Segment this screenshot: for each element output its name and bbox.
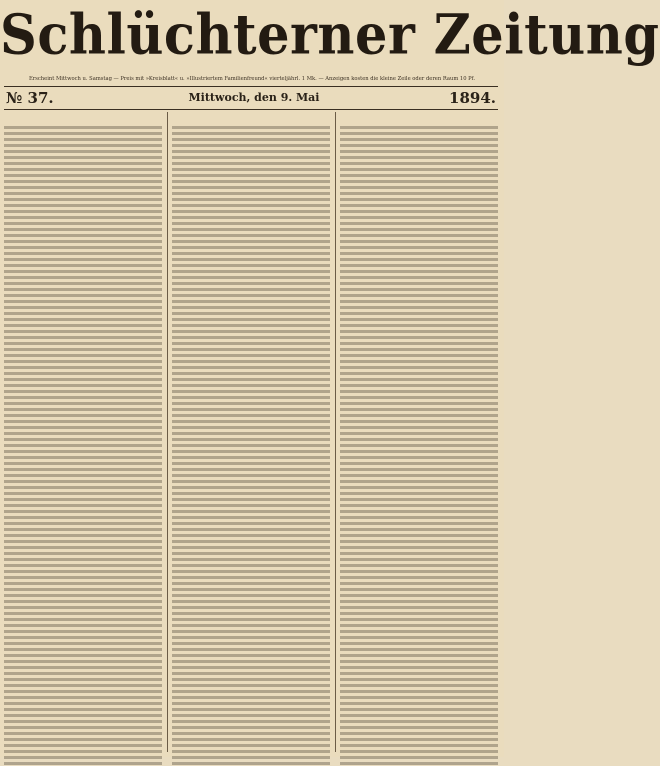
- column-3: [340, 112, 498, 752]
- issue-number: № 37.: [6, 89, 54, 107]
- article-columns: [4, 112, 498, 752]
- issue-year: 1894.: [449, 89, 496, 107]
- column-1: [4, 112, 162, 752]
- column-3-heading: [340, 114, 498, 123]
- newspaper-title: Schlüchterner Zeitung: [0, 2, 660, 68]
- publication-info: Erscheint Mittwoch u. Samstag — Preis mit »Kreisblatt« u. »Illustriertem Familienfreund« vierteljährl. 1 Mk. — Anzeigen kosten die kleine Zeile oder deren Raum 10 Pf.: [28, 76, 476, 82]
- column-1-text: [4, 126, 162, 766]
- column-divider: [167, 112, 168, 752]
- column-2: [172, 112, 330, 752]
- column-divider: [335, 112, 336, 752]
- column-3-text: [340, 126, 498, 766]
- column-1-heading: [4, 114, 162, 123]
- masthead: [0, 2, 660, 68]
- column-2-heading: [172, 114, 330, 123]
- column-2-text: [172, 126, 330, 766]
- issue-bar: [4, 86, 498, 110]
- issue-date: Mittwoch, den 9. Mai: [188, 91, 320, 104]
